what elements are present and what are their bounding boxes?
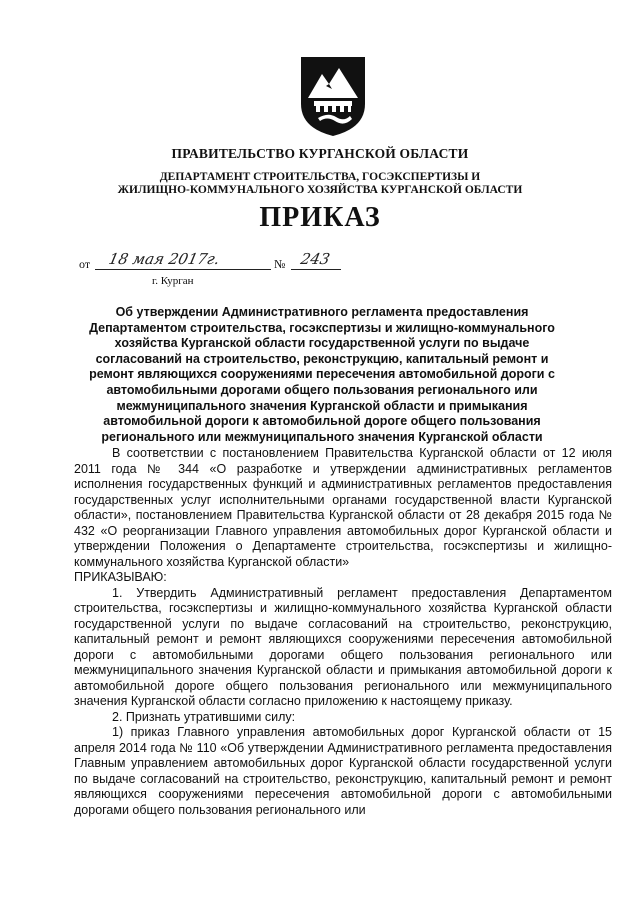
- department-line-2: ЖИЛИЩНО-КОММУНАЛЬНОГО ХОЗЯЙСТВА КУРГАНСКОЙ ОБЛАСТИ: [117, 184, 523, 196]
- department-name: [0, 171, 640, 197]
- handwritten-number: 243: [299, 250, 332, 268]
- clause-2-1: 1) приказ Главного управления автомобильных дорог Курганской области от 15 апреля 2014 года № 110 «Об утверждении Административного регламента предоставления Главным управлением автомобильных дорог Курганской области государственной услуги по выдаче согласований на строительство, реконструкцию, капитальный ремонт и ремонт являющихся сооружениями пересечения автомобильной дороги с автомобильными дорогами общего пользования регионального или: [74, 725, 612, 817]
- number-underline: [291, 269, 341, 270]
- order-subject: Об утверждении Административного регламента предоставления Департаментом строительства, госэкспертизы и жилищно-коммунального хозяйства Курганской области государственной услуги по выдаче согласований на строительство, реконструкцию, капитальный ремонт и ремонт являющихся сооружениями пересечения автомобильной дороги с автомобильными дорогами общего пользования регионального или межмуниципального значения Курганской области и примыкания автомобильной дороги к автомобильной дороге общего пользования регионального или межмуниципального значения Курганской области: [89, 305, 555, 444]
- department-line-1: ДЕПАРТАМЕНТ СТРОИТЕЛЬСТВА, ГОСЭКСПЕРТИЗЫ И: [159, 171, 481, 183]
- handwritten-date: 18 мая 2017г.: [107, 250, 222, 268]
- order-date-number-row: [79, 250, 379, 275]
- document-type-title: ПРИКАЗ: [259, 202, 381, 233]
- order-word: ПРИКАЗЫВАЮ:: [74, 570, 167, 584]
- city-label: г. Курган: [152, 275, 194, 287]
- clause-1: 1. Утвердить Административный регламент предоставления Департаментом строительства, госэкспертизы и жилищно-коммунального хозяйства Курганской области государственной услуги по выдаче согласований на строительство, реконструкцию, капитальный ремонт и ремонт являющихся сооружениями пересечения автомобильной дороги с автомобильными дорогами общего пользования регионального или межмуниципального значения Курганской области и примыкания автомобильной дороги к автомобильной дороге общего пользования регионального или межмуниципального значения Курганской области согласно приложению к настоящему приказу.: [74, 585, 612, 708]
- clause-2: 2. Признать утратившими силу:: [112, 709, 296, 724]
- date-from-label: от: [79, 257, 91, 271]
- number-label: №: [274, 257, 286, 271]
- kurgan-coat-of-arms-icon: [298, 54, 368, 138]
- date-underline: [95, 269, 271, 270]
- preamble-paragraph: В соответствии с постановлением Правительства Курганской области от 12 июля 2011 года № 344 «О разработке и утверждении административных регламентов исполнения государственных функций и административных регламентов предоставления государственных услуг исполнительными органами государственной власти Курганской области», постановлением Правительства Курганской области от 28 декабря 2015 года № 432 «О реорганизации Главного управления автомобильных дорог Курганской области и утверждении Положения о Департаменте строительства, госэкспертизы и жилищно-коммунального хозяйства Курганской области»: [74, 446, 612, 569]
- government-name: ПРАВИТЕЛЬСТВО КУРГАНСКОЙ ОБЛАСТИ: [171, 146, 469, 161]
- order-body: [74, 446, 612, 818]
